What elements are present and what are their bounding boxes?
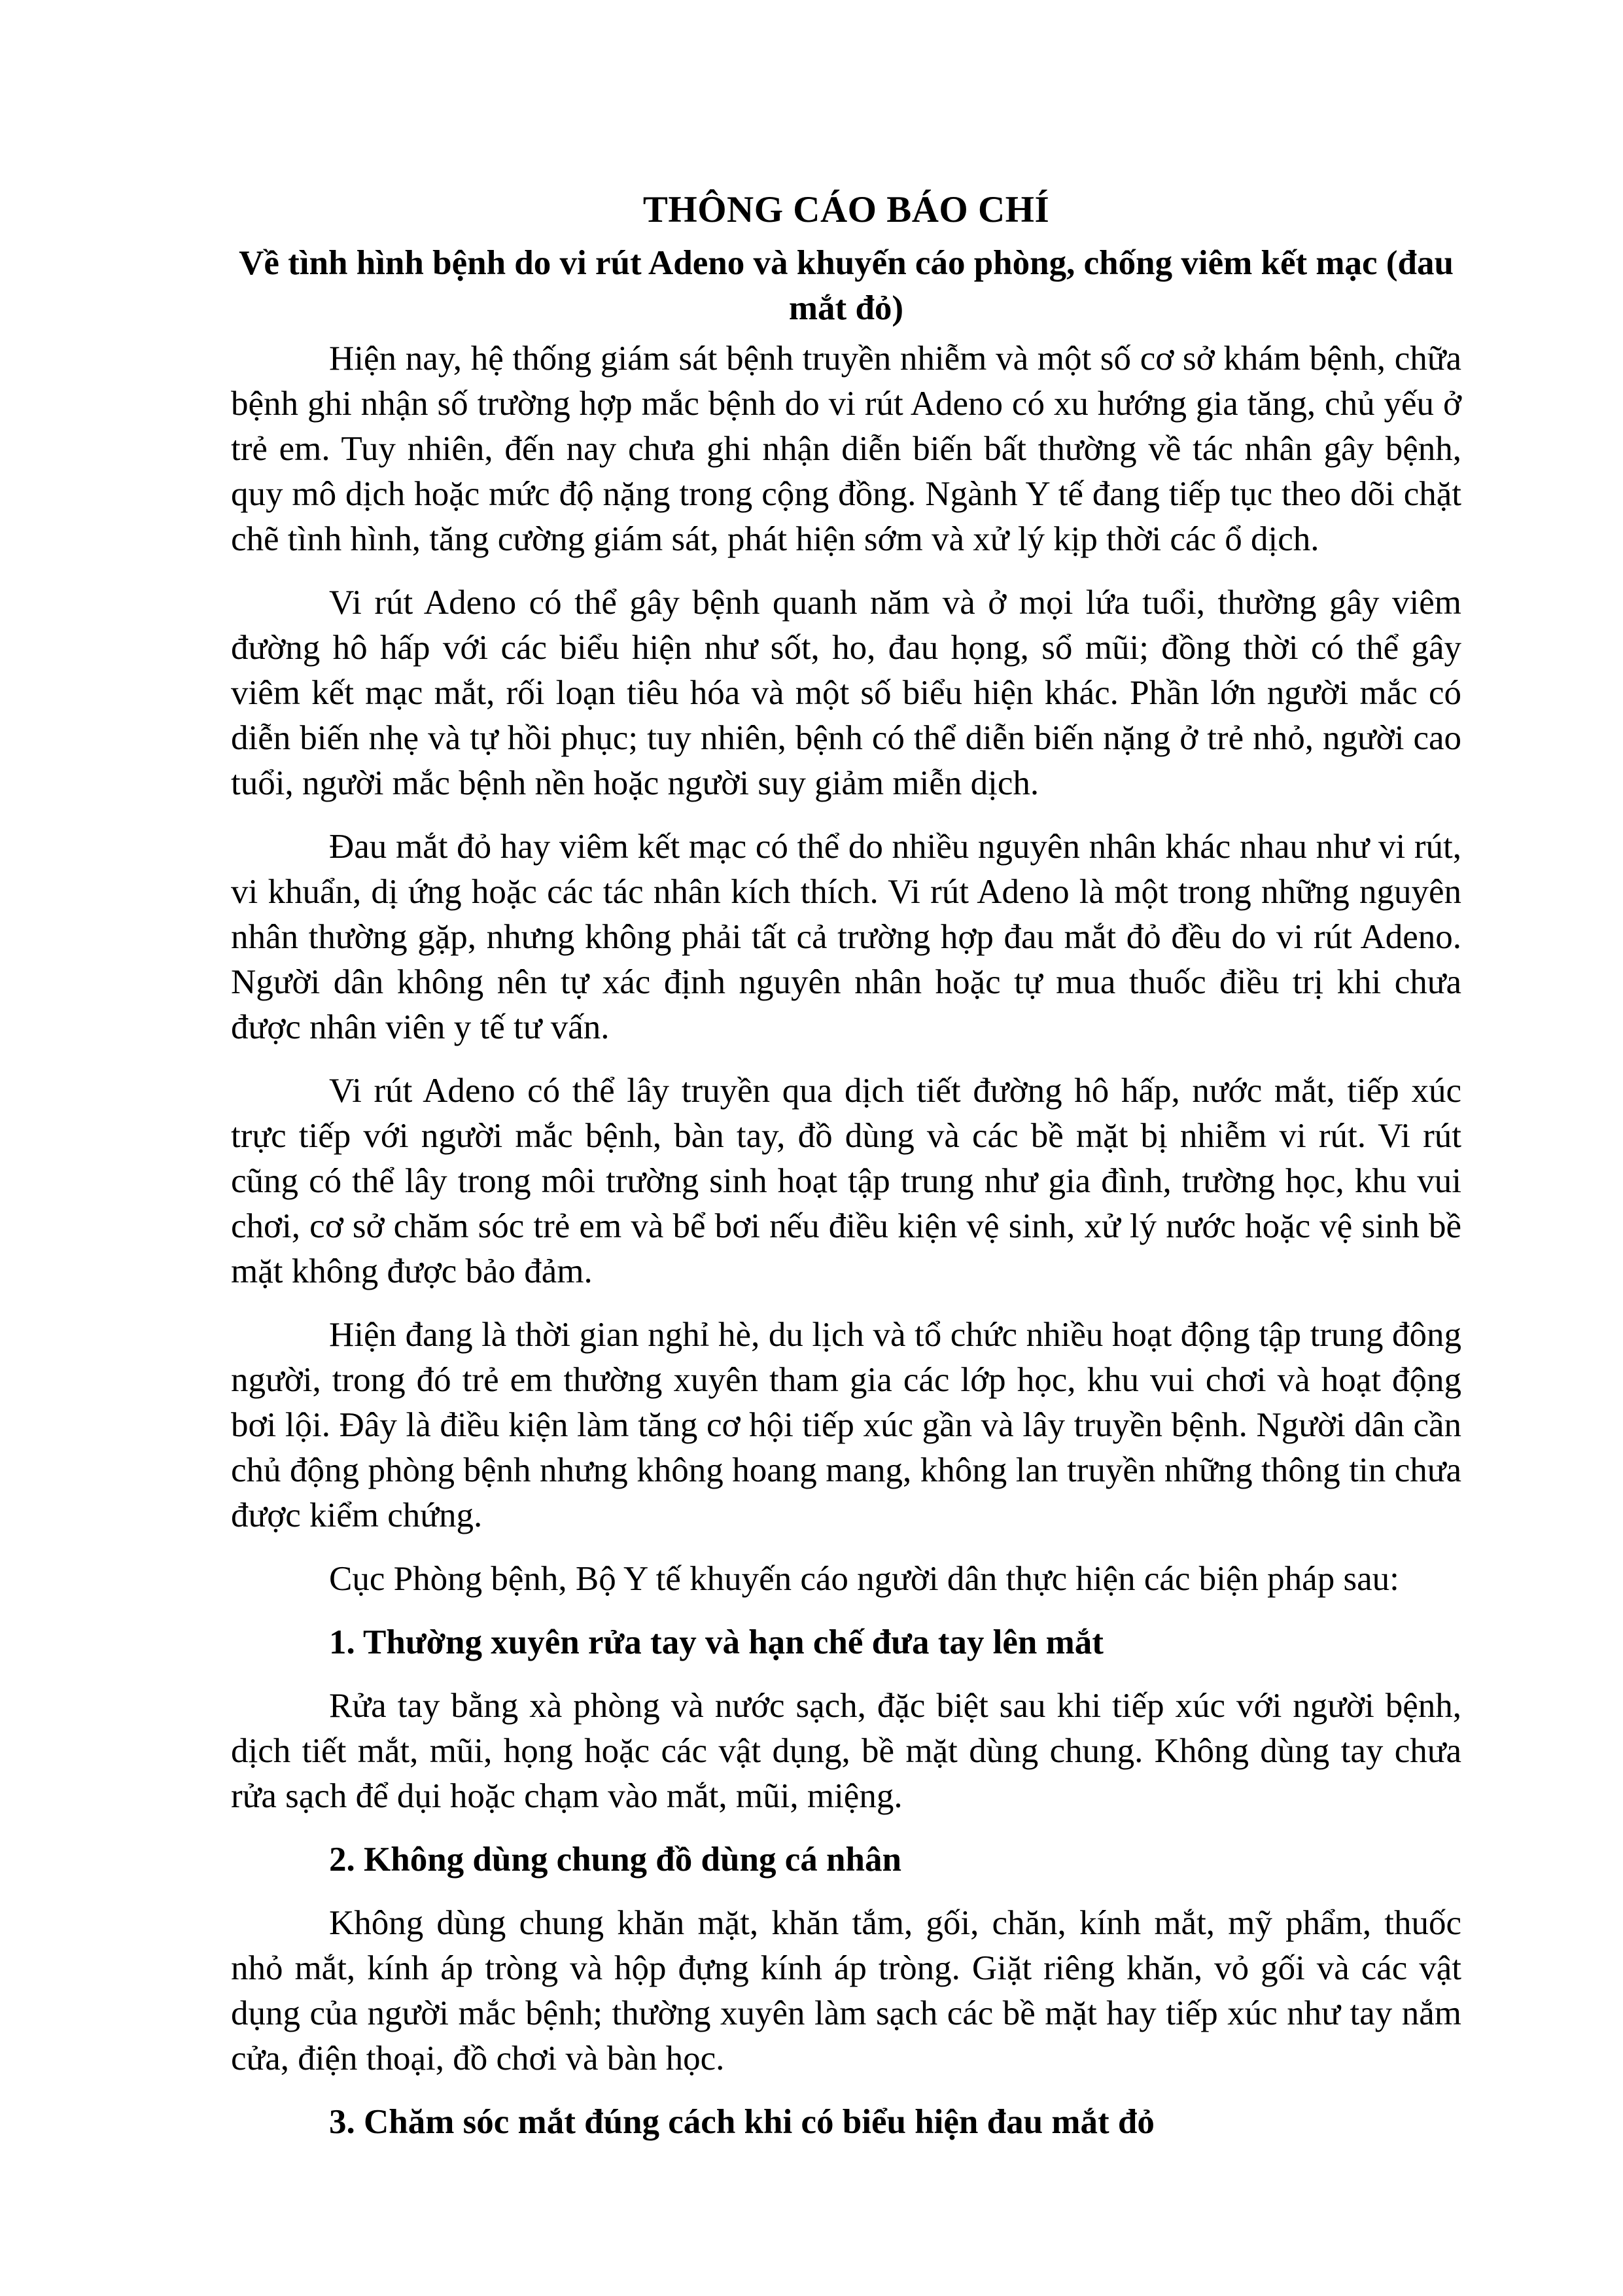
document-body bbox=[231, 183, 1461, 2145]
document-title: THÔNG CÁO BÁO CHÍ bbox=[642, 189, 1050, 230]
section-heading-hand-washing: 1. Thường xuyên rửa tay và hạn chế đưa tay lên mắt bbox=[329, 1623, 1104, 1661]
paragraph-transmission: Vi rút Adeno có thể lây truyền qua dịch tiết đường hô hấp, nước mắt, tiếp xúc trực tiếp với người mắc bệnh, bàn tay, đồ dùng và các bề mặt bị nhiễm vi rút. Vi rút cũng có thể lây trong môi trường sinh hoạt tập trung như gia đình, trường học, khu vui chơi, cơ sở chăm sóc trẻ em và bể bơi nếu điều kiện vệ sinh, xử lý nước hoặc vệ sinh bề mặt không được bảo đảm. bbox=[231, 1072, 1461, 1290]
paragraph-recommendation-intro: Cục Phòng bệnh, Bộ Y tế khuyến cáo người dân thực hiện các biện pháp sau: bbox=[329, 1560, 1399, 1598]
paragraph-virus-description: Vi rút Adeno có thể gây bệnh quanh năm và ở mọi lứa tuổi, thường gây viêm đường hô hấp với các biểu hiện như sốt, ho, đau họng, sổ mũi; đồng thời có thể gây viêm kết mạc mắt, rối loạn tiêu hóa và một số biểu hiện khác. Phần lớn người mắc có diễn biến nhẹ và tự hồi phục; tuy nhiên, bệnh có thể diễn biến nặng ở trẻ nhỏ, người cao tuổi, người mắc bệnh nền hoặc người suy giảm miễn dịch. bbox=[231, 584, 1461, 802]
paragraph-summer-risk: Hiện đang là thời gian nghỉ hè, du lịch và tổ chức nhiều hoạt động tập trung đông người, trong đó trẻ em thường xuyên tham gia các lớp học, khu vui chơi và hoạt động bơi lội. Đây là điều kiện làm tăng cơ hội tiếp xúc gần và lây truyền bệnh. Người dân cần chủ động phòng bệnh nhưng không hoang mang, không lan truyền những thông tin chưa được kiểm chứng. bbox=[231, 1316, 1461, 1534]
paragraph-conjunctivitis-causes: Đau mắt đỏ hay viêm kết mạc có thể do nhiều nguyên nhân khác nhau như vi rút, vi khuẩn, dị ứng hoặc các tác nhân kích thích. Vi rút Adeno là một trong những nguyên nhân thường gặp, nhưng không phải tất cả trường hợp đau mắt đỏ đều do vi rút Adeno. Người dân không nên tự xác định nguyên nhân hoặc tự mua thuốc điều trị khi chưa được nhân viên y tế tư vấn. bbox=[231, 828, 1461, 1046]
document-subtitle: Về tình hình bệnh do vi rút Adeno và khuyến cáo phòng, chống viêm kết mạc (đau mắt đỏ) bbox=[239, 244, 1454, 327]
section-body-personal-items: Không dùng chung khăn mặt, khăn tắm, gối, chăn, kính mắt, mỹ phẩm, thuốc nhỏ mắt, kính áp tròng và hộp đựng kính áp tròng. Giặt riêng khăn, vỏ gối và các vật dụng của người mắc bệnh; thường xuyên làm sạch các bề mặt hay tiếp xúc như tay nắm cửa, điện thoại, đồ chơi và bàn học. bbox=[231, 1904, 1461, 2077]
section-body-hand-washing: Rửa tay bằng xà phòng và nước sạch, đặc biệt sau khi tiếp xúc với người bệnh, dịch tiết mắt, mũi, họng hoặc các vật dụng, bề mặt dùng chung. Không dùng tay chưa rửa sạch để dụi hoặc chạm vào mắt, mũi, miệng. bbox=[231, 1687, 1461, 1815]
section-heading-eye-care: 3. Chăm sóc mắt đúng cách khi có biểu hiện đau mắt đỏ bbox=[329, 2103, 1155, 2141]
section-heading-personal-items: 2. Không dùng chung đồ dùng cá nhân bbox=[329, 1841, 901, 1879]
paragraph-situation: Hiện nay, hệ thống giám sát bệnh truyền nhiễm và một số cơ sở khám bệnh, chữa bệnh ghi nhận số trường hợp mắc bệnh do vi rút Adeno có xu hướng gia tăng, chủ yếu ở trẻ em. Tuy nhiên, đến nay chưa ghi nhận diễn biến bất thường về tác nhân gây bệnh, quy mô dịch hoặc mức độ nặng trong cộng đồng. Ngành Y tế đang tiếp tục theo dõi chặt chẽ tình hình, tăng cường giám sát, phát hiện sớm và xử lý kịp thời các ổ dịch. bbox=[231, 340, 1461, 558]
